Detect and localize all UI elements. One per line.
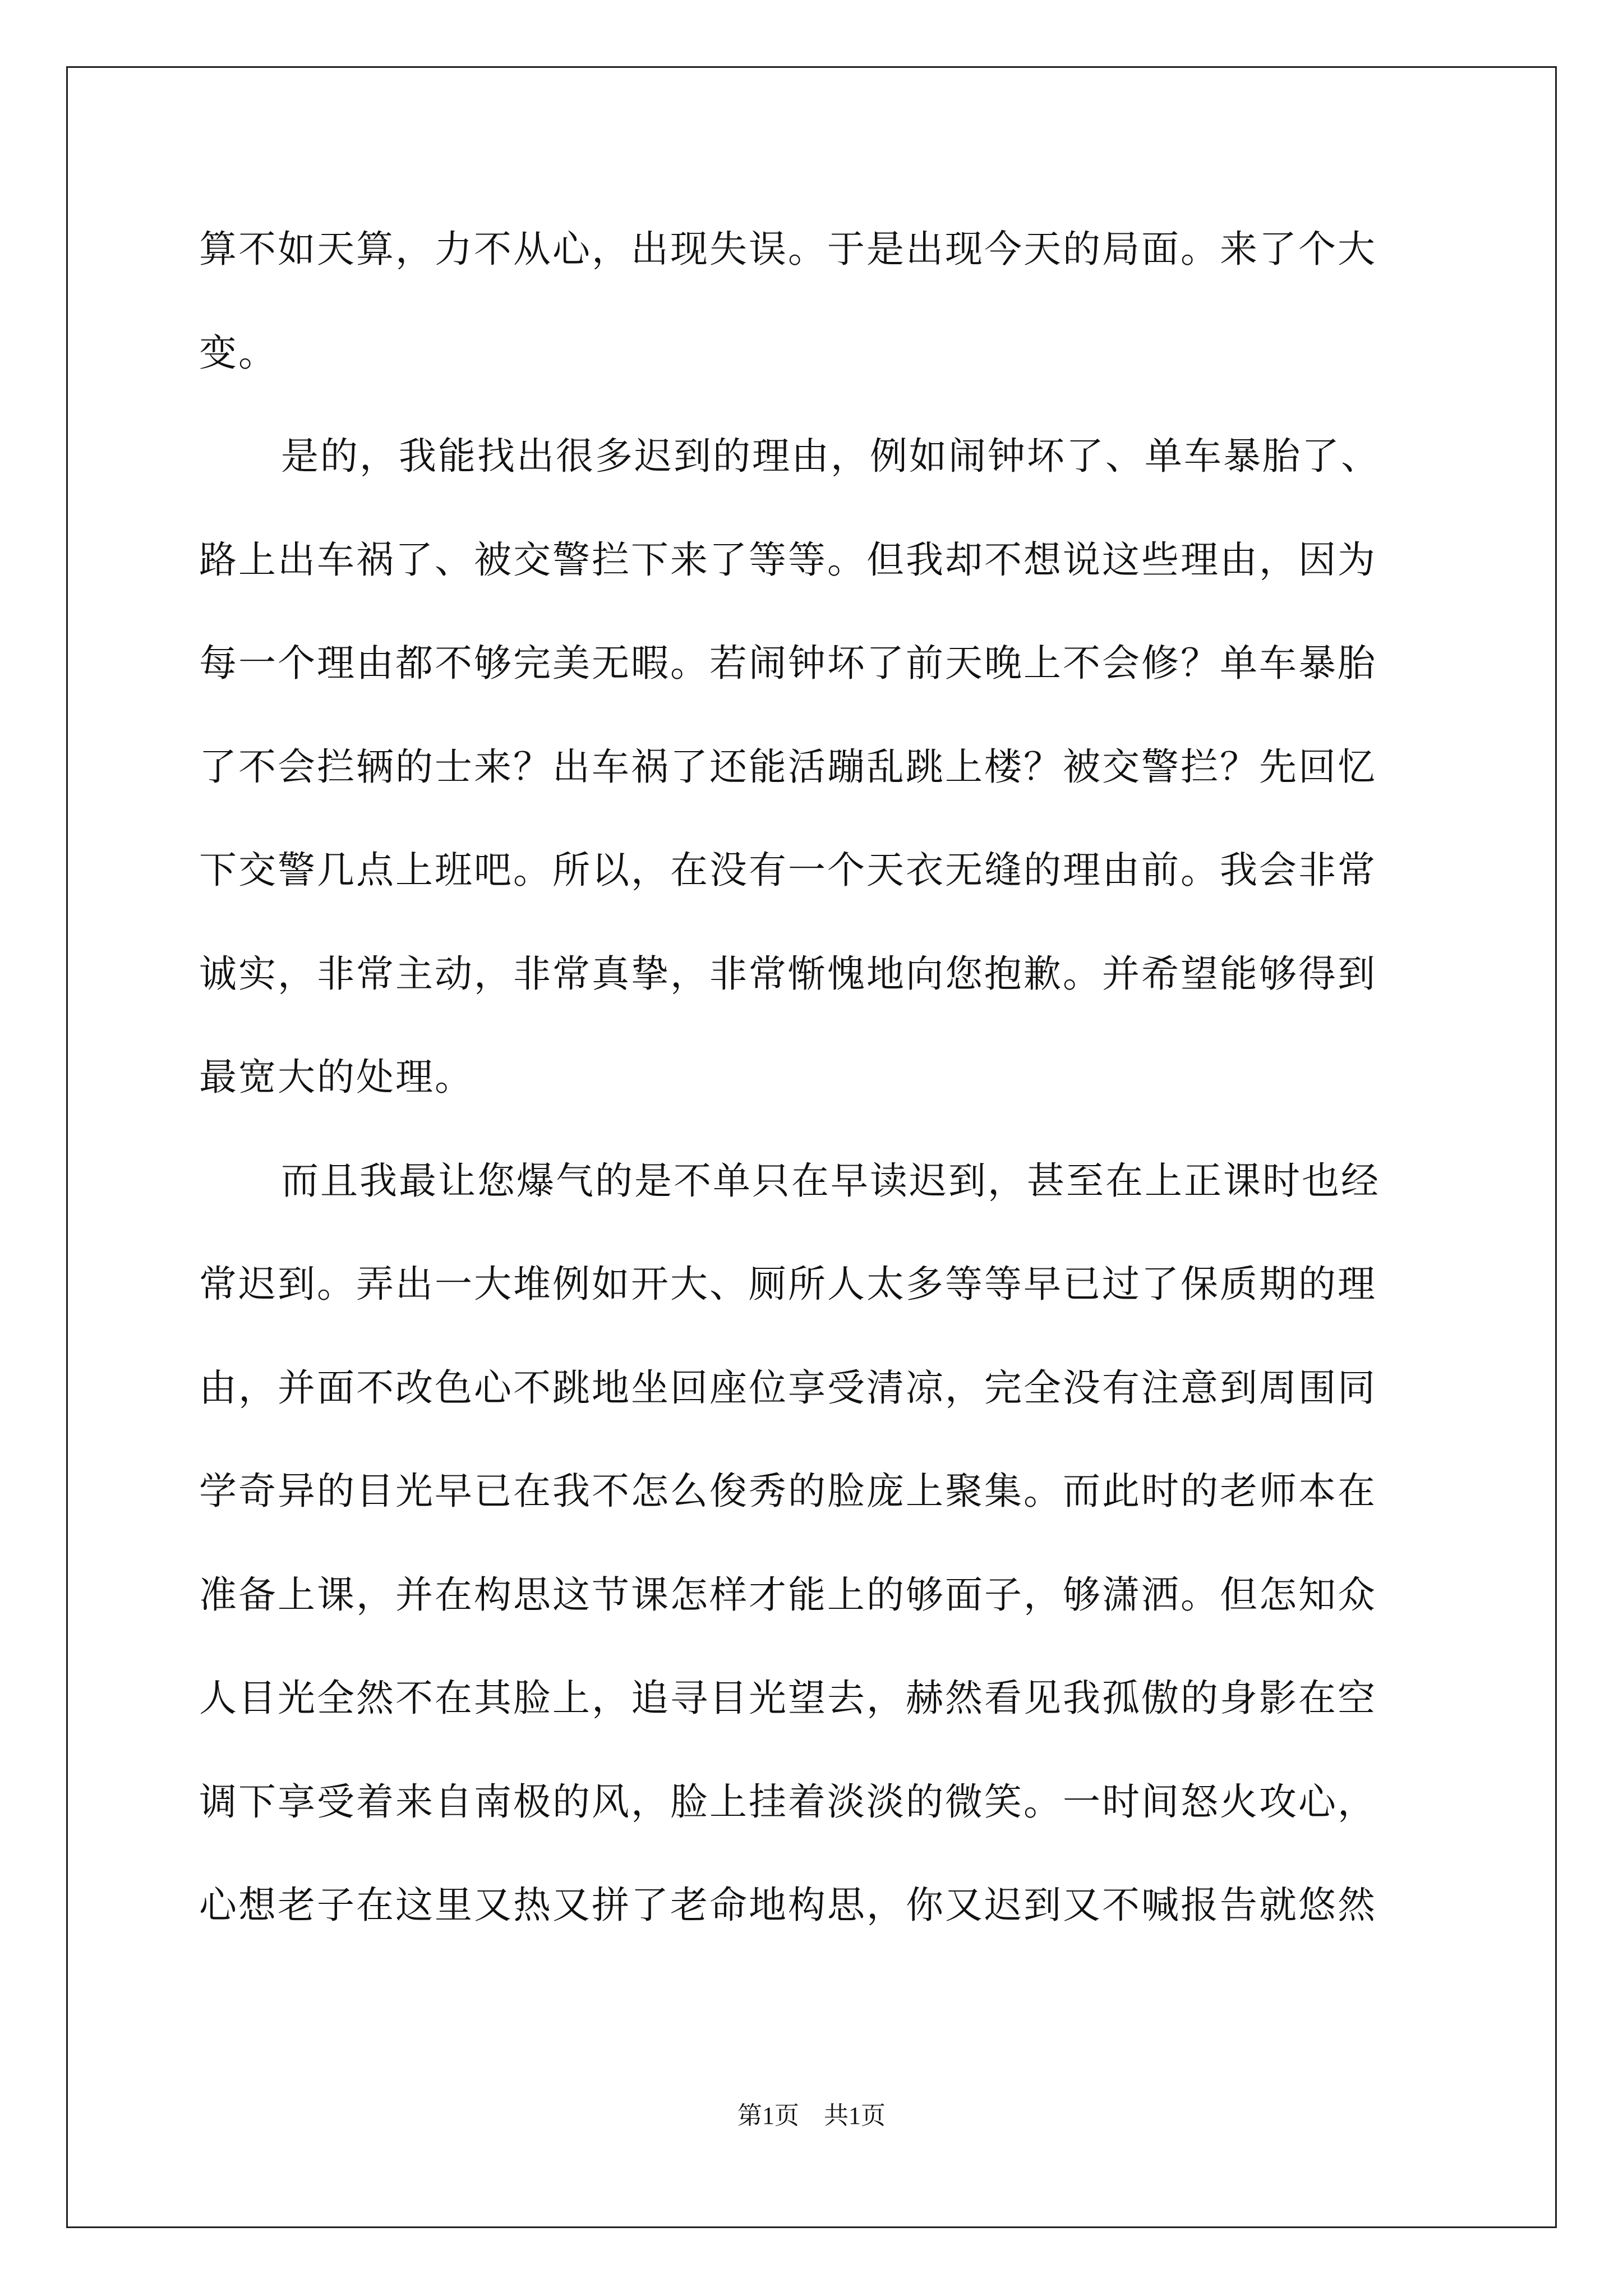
document-body — [199, 197, 1433, 1957]
text-line: 算不如天算，力不从心，出现失误。于是出现今天的局面。来了个大 — [199, 227, 1377, 271]
page-number-current: 第1页 — [737, 2102, 799, 2129]
text-line: 常迟到。弄出一大堆例如开大、厕所人太多等等早已过了保质期的理 — [199, 1262, 1377, 1306]
text-line: 是的，我能找出很多迟到的理由，例如闹钟坏了、单车暴胎了、 — [281, 434, 1380, 478]
text-line: 心想老子在这里又热又拼了老命地构思，你又迟到又不喊报告就悠然 — [199, 1883, 1377, 1927]
text-line: 每一个理由都不够完美无暇。若闹钟坏了前天晚上不会修？单车暴胎 — [199, 641, 1377, 685]
text-line: 准备上课，并在构思这节课怎样才能上的够面子，够潇洒。但怎知众 — [199, 1572, 1377, 1617]
text-line: 人目光全然不在其脸上，追寻目光望去，赫然看见我孤傲的身影在空 — [199, 1676, 1377, 1720]
text-line: 了不会拦辆的士来？出车祸了还能活蹦乱跳上楼？被交警拦？先回忆 — [199, 744, 1377, 789]
text-line: 调下享受着来自南极的风，脸上挂着淡淡的微笑。一时间怒火攻心， — [199, 1779, 1377, 1824]
page-number-total: 共1页 — [824, 2102, 886, 2129]
text-line: 而且我最让您爆气的是不单只在早读迟到，甚至在上正课时也经 — [281, 1158, 1380, 1203]
text-line: 路上出车祸了、被交警拦下来了等等。但我却不想说这些理由，因为 — [199, 537, 1377, 582]
text-line: 最宽大的处理。 — [199, 1055, 474, 1099]
text-line: 由，并面不改色心不跳地坐回座位享受清凉，完全没有注意到周围同 — [199, 1365, 1377, 1410]
text-line: 下交警几点上班吧。所以，在没有一个天衣无缝的理由前。我会非常 — [199, 848, 1377, 892]
page-footer — [0, 2095, 1623, 2131]
text-line: 变。 — [199, 330, 278, 375]
text-line: 学奇异的目光早已在我不怎么俊秀的脸庞上聚集。而此时的老师本在 — [199, 1469, 1377, 1513]
text-line: 诚实，非常主动，非常真挚，非常惭愧地向您抱歉。并希望能够得到 — [199, 951, 1377, 996]
